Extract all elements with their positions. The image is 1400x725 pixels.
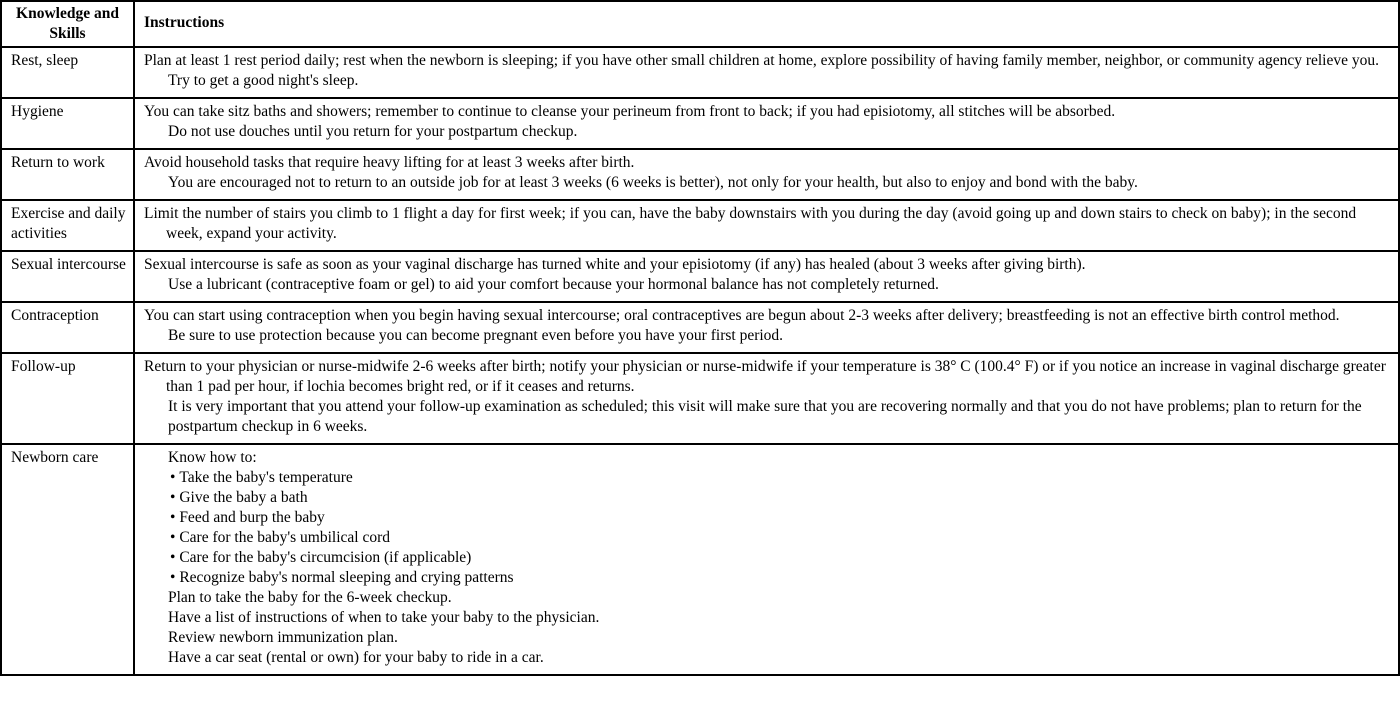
skill-label: Contraception [11,307,99,324]
instruction-paragraph: Do not use douches until you return for your postpartum checkup. [168,123,578,140]
instruction-paragraph: Limit the number of stairs you climb to 1 flight a day for first week; if you can, have the baby downstairs with you during the day (avoid going up and down stairs to check on baby); in the second week, expand your activity. [144,205,1357,242]
instruction-paragraph: Sexual intercourse is safe as soon as your vaginal discharge has turned white and your episiotomy (if any) has healed (about 3 weeks after giving birth). [144,256,1086,273]
skill-label: Sexual intercourse [11,256,126,273]
instructions-cell [134,353,1399,444]
instructions-cell [134,251,1399,302]
table-row [1,251,1399,302]
instruction-paragraph: • Recognize baby's normal sleeping and crying patterns [144,568,1390,588]
header-row [1,1,1399,47]
instructions-cell [134,98,1399,149]
instruction-paragraph: Avoid household tasks that require heavy lifting for at least 3 weeks after birth. [144,154,635,171]
skill-cell [1,98,134,149]
instruction-paragraph: • Care for the baby's umbilical cord [144,528,1390,548]
instructions-cell [134,302,1399,353]
instruction-paragraph: Use a lubricant (contraceptive foam or gel) to aid your comfort because your hormonal balance has not completely returned. [168,276,939,293]
instruction-paragraph: Review newborn immunization plan. [168,629,398,646]
table-row [1,149,1399,200]
instruction-paragraph: It is very important that you attend your follow-up examination as scheduled; this visit will make sure that you are recovering normally and that you do not have problems; plan to return for the postpartum checkup in 6 weeks. [168,398,1362,435]
instruction-paragraph: • Feed and burp the baby [144,508,1390,528]
column-header-instructions: Instructions [134,1,1399,47]
instruction-paragraph: Plan at least 1 rest period daily; rest when the newborn is sleeping; if you have other small children at home, explore possibility of having family member, neighbor, or community agency relieve you. [144,52,1379,69]
table-row [1,98,1399,149]
skill-label: Rest, sleep [11,52,79,69]
instructions-cell [134,149,1399,200]
instruction-paragraph: Try to get a good night's sleep. [168,72,359,89]
table-row [1,302,1399,353]
instruction-paragraph: You can take sitz baths and showers; remember to continue to cleanse your perineum from front to back; if you had episiotomy, all stitches will be absorbed. [144,103,1116,120]
table-row [1,353,1399,444]
instruction-paragraph: Return to your physician or nurse-midwife 2-6 weeks after birth; notify your physician or nurse-midwife if your temperature is 38° C (100.4° F) or if you notice an increase in vaginal discharge greater than 1 pad per hour, if lochia becomes bright red, or if it ceases and returns. [144,358,1386,395]
instruction-paragraph: You can start using contraception when you begin having sexual intercourse; oral contraceptives are begun about 2-3 weeks after delivery; breastfeeding is not an effective birth control method. [144,307,1340,324]
table-row [1,444,1399,675]
skill-cell [1,47,134,98]
instruction-paragraph: Plan to take the baby for the 6-week checkup. [168,589,452,606]
skill-label: Hygiene [11,103,64,120]
instruction-paragraph: Have a list of instructions of when to take your baby to the physician. [168,609,600,626]
skill-label: Newborn care [11,449,99,466]
skill-cell [1,200,134,251]
skill-cell [1,251,134,302]
instructions-cell [134,47,1399,98]
table-row [1,47,1399,98]
instruction-paragraph: Be sure to use protection because you can become pregnant even before you have your first period. [168,327,784,344]
table-row [1,200,1399,251]
instruction-paragraph: • Give the baby a bath [144,488,1390,508]
skill-label: Follow-up [11,358,76,375]
skill-label: Return to work [11,154,105,171]
instructions-cell [134,200,1399,251]
instruction-paragraph: Have a car seat (rental or own) for your baby to ride in a car. [168,649,544,666]
instructions-cell [134,444,1399,675]
skill-label: Exercise and daily activities [11,205,126,242]
instruction-paragraph: • Take the baby's temperature [144,468,1390,488]
skill-cell [1,444,134,675]
skill-cell [1,149,134,200]
skill-cell [1,302,134,353]
instruction-paragraph: • Care for the baby's circumcision (if applicable) [144,548,1390,568]
instruction-paragraph: Know how to: [168,449,257,466]
column-header-knowledge-skills: Knowledge and Skills [1,1,134,47]
instruction-paragraph: You are encouraged not to return to an outside job for at least 3 weeks (6 weeks is better), not only for your health, but also to enjoy and bond with the baby. [168,174,1138,191]
skill-cell [1,353,134,444]
